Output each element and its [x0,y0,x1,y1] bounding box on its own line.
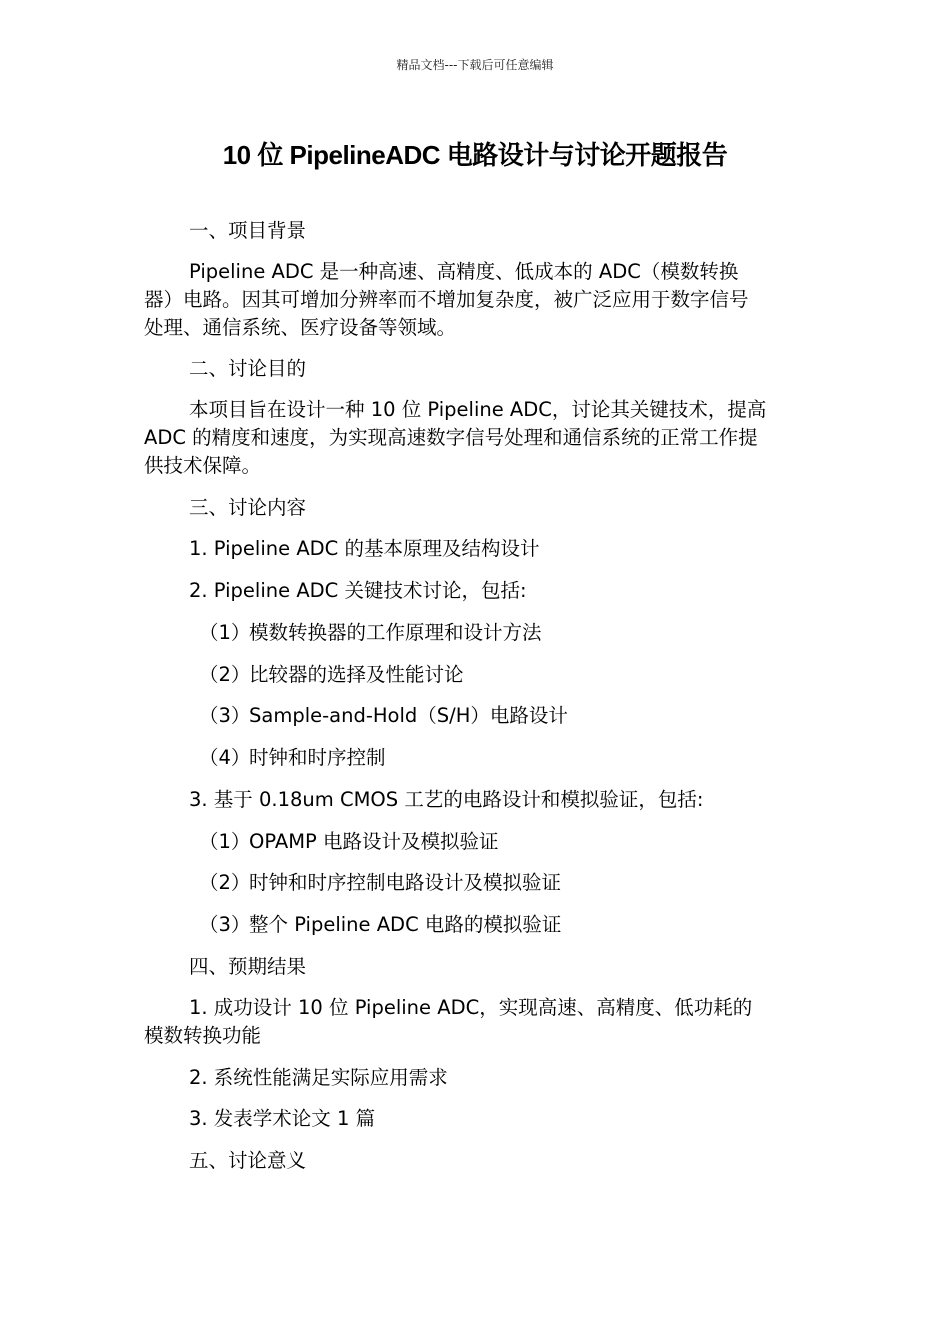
sub-list-text: Sample-and-Hold（S/H）电路设计 [249,704,568,727]
sub-list-item [199,828,498,855]
sub-list-number: （2） [199,663,251,686]
sub-list-item [199,619,542,646]
sub-list-number: （1） [199,621,251,644]
list-item: 2. 系统性能满足实际应用需求 [189,1066,448,1089]
paragraph-line: ADC 的精度和速度，为实现高速数字信号处理和通信系统的正常工作提 [144,426,758,449]
section-heading-results: 四、预期结果 [189,955,307,978]
paragraph-line: Pipeline ADC 是一种高速、高精度、低成本的 ADC（模数转换 [189,260,739,283]
paragraph-line: 供技术保障。 [144,454,262,477]
sub-list-text: OPAMP 电路设计及模拟验证 [249,830,499,853]
paragraph-line: 处理、通信系统、医疗设备等领域。 [144,316,457,339]
sub-list-number: （3） [199,913,251,936]
list-item: 3. 基于 0.18um CMOS 工艺的电路设计和模拟验证，包括: [189,788,704,811]
sub-list-item [199,702,568,729]
paragraph-line: 本项目旨在设计一种 10 位 Pipeline ADC，讨论其关键技术，提高 [189,398,767,421]
paragraph-line: 器）电路。因其可增加分辨率而不增加复杂度，被广泛应用于数字信号 [144,288,749,311]
sub-list-number: （1） [199,830,251,853]
section-heading-content: 三、讨论内容 [189,496,307,519]
section-heading-background: 一、项目背景 [189,219,307,242]
sub-list-number: （3） [199,704,251,727]
list-item: 3. 发表学术论文 1 篇 [189,1107,376,1130]
sub-list-item [199,911,561,938]
sub-list-text: 时钟和时序控制电路设计及模拟验证 [249,871,562,894]
section-heading-objective: 二、讨论目的 [189,357,307,380]
sub-list-text: 时钟和时序控制 [249,746,386,769]
sub-list-number: （4） [199,746,251,769]
page-header: 精品文档---下载后可任意编辑 [396,58,554,72]
sub-list-item [199,661,464,688]
sub-list-text: 模数转换器的工作原理和设计方法 [249,621,542,644]
sub-list-item [199,869,561,896]
list-item-continuation: 模数转换功能 [144,1024,262,1047]
sub-list-text: 整个 Pipeline ADC 电路的模拟验证 [249,913,562,936]
list-item: 1. 成功设计 10 位 Pipeline ADC，实现高速、高精度、低功耗的 [189,996,753,1019]
sub-list-number: （2） [199,871,251,894]
sub-list-item [199,744,386,771]
list-item: 1. Pipeline ADC 的基本原理及结构设计 [189,537,540,560]
section-heading-significance: 五、讨论意义 [189,1149,307,1172]
document-title: 10 位 PipelineADC 电路设计与讨论开题报告 [222,140,728,170]
sub-list-text: 比较器的选择及性能讨论 [249,663,464,686]
list-item: 2. Pipeline ADC 关键技术讨论，包括: [189,579,527,602]
